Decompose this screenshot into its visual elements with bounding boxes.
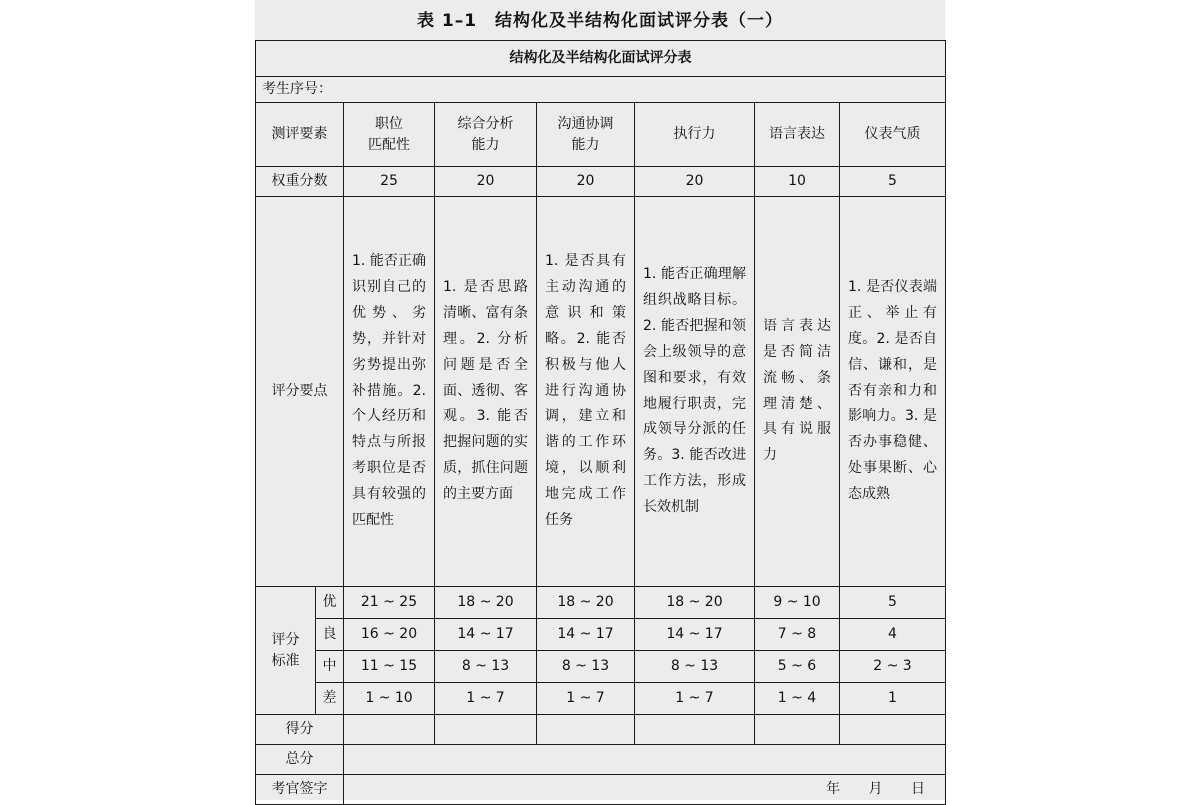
grade-value: 1 ~ 7 <box>435 683 537 715</box>
document-page <box>255 0 945 800</box>
points-row <box>256 197 946 587</box>
grade-value: 1 ~ 4 <box>755 683 840 715</box>
grade-value: 5 ~ 6 <box>755 651 840 683</box>
date-day-label: 日 <box>911 781 925 797</box>
total-cell[interactable] <box>344 745 946 775</box>
table-title: 结构化及半结构化面试评分表 <box>256 41 946 77</box>
criterion-cell: 职位 匹配性 <box>344 103 435 167</box>
grade-value: 1 ~ 7 <box>537 683 635 715</box>
grade-value: 21 ~ 25 <box>344 587 435 619</box>
points-cell: 1. 能否正确识别自己的优势、劣势，并针对劣势提出弥补措施。2. 个人经历和特点与所报考职位是否具有较强的匹配性 <box>344 197 435 587</box>
grade-row <box>256 651 946 683</box>
grade-value: 14 ~ 17 <box>635 619 755 651</box>
grade-value: 5 <box>840 587 946 619</box>
scoring-table <box>255 40 946 805</box>
grade-value: 16 ~ 20 <box>344 619 435 651</box>
weight-cell: 20 <box>537 167 635 197</box>
criterion-cell: 综合分析 能力 <box>435 103 537 167</box>
total-header: 总分 <box>256 745 344 775</box>
points-cell: 1. 是否思路清晰、富有条理。2. 分析问题是否全面、透彻、客观。3. 能否把握问题的实质，抓住问题的主要方面 <box>435 197 537 587</box>
table-caption: 表 1–1 结构化及半结构化面试评分表（一） <box>416 11 784 31</box>
criterion-cell: 沟通协调 能力 <box>537 103 635 167</box>
grade-value: 9 ~ 10 <box>755 587 840 619</box>
criterion-cell: 仪表气质 <box>840 103 946 167</box>
candidate-number-label: 考生序号： <box>256 77 946 103</box>
table-title-row <box>256 41 946 77</box>
grade-label: 差 <box>316 683 344 715</box>
grade-value: 4 <box>840 619 946 651</box>
grade-value: 18 ~ 20 <box>537 587 635 619</box>
score-cell[interactable] <box>435 715 537 745</box>
weight-cell: 5 <box>840 167 946 197</box>
grade-value: 8 ~ 13 <box>435 651 537 683</box>
weight-cell: 25 <box>344 167 435 197</box>
grade-value: 1 ~ 10 <box>344 683 435 715</box>
grade-row <box>256 619 946 651</box>
points-cell: 1. 是否仪表端正、举止有度。2. 是否自信、谦和，是否有亲和力和影响力。3. 是否办事稳健、处事果断、心态成熟 <box>840 197 946 587</box>
total-row <box>256 745 946 775</box>
grade-row <box>256 587 946 619</box>
points-cell: 1. 能否正确理解组织战略目标。2. 能否把握和领会上级领导的意图和要求，有效地履行职责，完成领导分派的任务。3. 能否改进工作方法，形成长效机制 <box>635 197 755 587</box>
weight-cell: 20 <box>635 167 755 197</box>
points-header: 评分要点 <box>256 197 344 587</box>
criterion-cell: 执行力 <box>635 103 755 167</box>
score-cell[interactable] <box>635 715 755 745</box>
grade-label: 优 <box>316 587 344 619</box>
weight-cell: 20 <box>435 167 537 197</box>
grade-value: 2 ~ 3 <box>840 651 946 683</box>
score-cell[interactable] <box>755 715 840 745</box>
signature-header: 考官签字 <box>256 775 344 805</box>
grade-value: 7 ~ 8 <box>755 619 840 651</box>
score-header: 得分 <box>256 715 344 745</box>
grade-value: 11 ~ 15 <box>344 651 435 683</box>
weight-cell: 10 <box>755 167 840 197</box>
score-cell[interactable] <box>840 715 946 745</box>
grade-label: 良 <box>316 619 344 651</box>
grade-value: 14 ~ 17 <box>537 619 635 651</box>
criterion-cell: 语言表达 <box>755 103 840 167</box>
standard-header: 评分 标准 <box>256 587 316 715</box>
criteria-row <box>256 103 946 167</box>
points-cell: 1. 是否具有主动沟通的意识和策略。2. 能否积极与他人进行沟通协调，建立和谐的工作环境，以顺利地完成工作任务 <box>537 197 635 587</box>
score-row <box>256 715 946 745</box>
date-month-label: 月 <box>868 781 883 797</box>
grade-value: 14 ~ 17 <box>435 619 537 651</box>
criteria-header: 测评要素 <box>256 103 344 167</box>
grade-value: 1 ~ 7 <box>635 683 755 715</box>
score-cell[interactable] <box>537 715 635 745</box>
weight-row <box>256 167 946 197</box>
signature-row <box>256 775 946 805</box>
grade-value: 8 ~ 13 <box>635 651 755 683</box>
date-year-label: 年 <box>826 781 841 797</box>
grade-row <box>256 683 946 715</box>
score-cell[interactable] <box>344 715 435 745</box>
grade-value: 8 ~ 13 <box>537 651 635 683</box>
grade-label: 中 <box>316 651 344 683</box>
candidate-row <box>256 77 946 103</box>
grade-value: 1 <box>840 683 946 715</box>
grade-value: 18 ~ 20 <box>435 587 537 619</box>
signature-cell[interactable] <box>344 775 946 805</box>
weight-header: 权重分数 <box>256 167 344 197</box>
grade-value: 18 ~ 20 <box>635 587 755 619</box>
points-cell: 语言表达是否简洁流畅、条理清楚、具有说服力 <box>755 197 840 587</box>
